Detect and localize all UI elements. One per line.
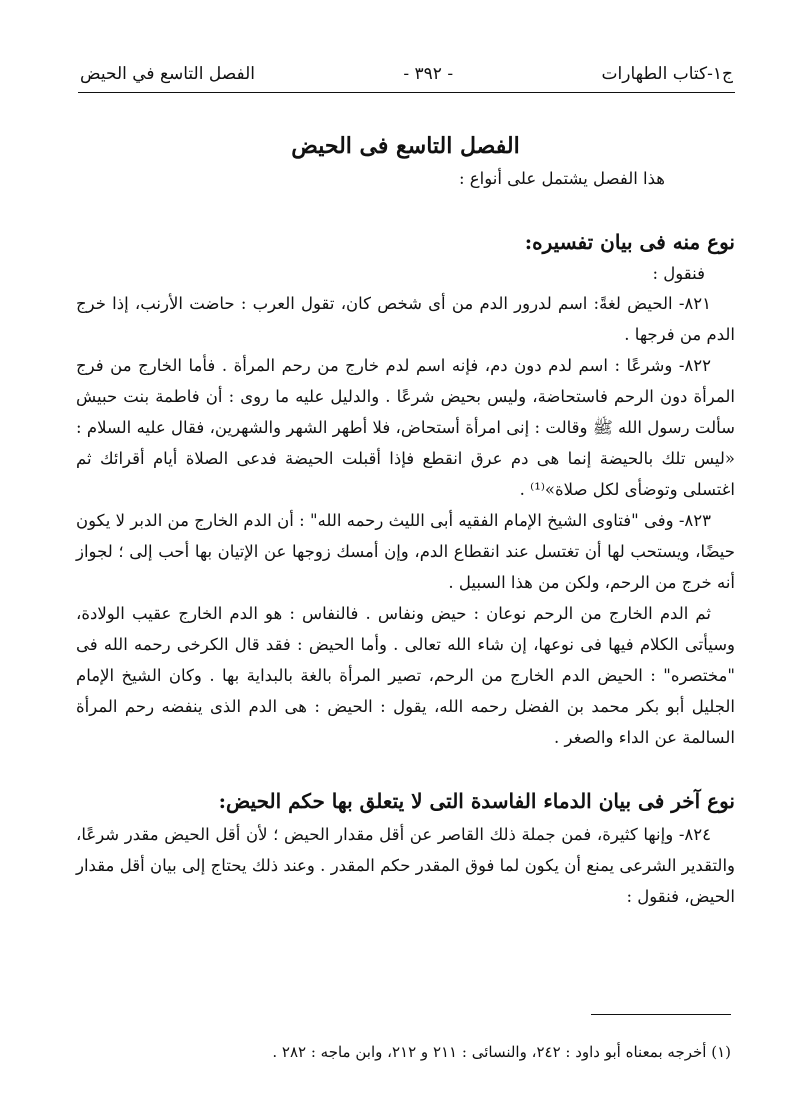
paragraph-822: ٨٢٢- وشرعًا : اسم لدم دون دم، فإنه اسم لدم خارج من رحم المرأة . فأما الخارج من فرج المرأة دون الرحم فاستحاضة، وليس بحيض شرعًا . والدليل عليه ما روى : أن فاطمة بنت حبيش سألت رسول الله ﷺ وقالت : إنى امرأة أستحاض، فلا أطهر الشهر والشهرين، فقال عليه السلام : «ليس تلك بالحيضة إنما هى دم عرق انقطع فإذا أقبلت الحيضة فدعى الصلاة أيام أقرائك ثم اغتسلى وتوضأى لكل صلاة»⁽¹⁾ .: [76, 356, 735, 499]
paragraph-blood-types: ثم الدم الخارج من الرحم نوعان : حيض ونفاس . فالنفاس : هو الدم الخارج عقيب الولادة، وسيأتى الكلام فيها فى نوعها، إن شاء الله تعالى . وأما الحيض : فقد قال الكرخى رحمه الله فى "مختصره" : الحيض الدم الخارج من الرحم، تصير المرأة بالغة بالبداية بها . وكان الشيخ الإمام الجليل أبو بكر محمد بن الفضل رحمه الله، يقول : الحيض : هى الدم الذى ينفضه رحم المرأة السالمة عن الداء والصغر .: [76, 604, 735, 747]
header-rule: [78, 92, 735, 93]
section-lead: فنقول :: [652, 264, 705, 283]
page-number: - ٣٩٢ -: [403, 64, 454, 84]
chapter-intro: هذا الفصل يشتمل على أنواع :: [458, 169, 665, 188]
header-volume-title: ج١-كتاب الطهارات: [601, 64, 733, 84]
footnote-rule: [591, 1014, 731, 1015]
paragraph-824: ٨٢٤- وإنها كثيرة، فمن جملة ذلك القاصر عن أقل مقدار الحيض ؛ لأن أقل الحيض مقدر شرعًا، والتقدير الشرعى يمنع أن يكون لما فوق المقدر حكم المقدر . وعند ذلك يحتاج إلى بيان أقل مقدار الحيض، فنقول :: [76, 825, 735, 906]
section-heading-invalid-blood: نوع آخر فى بيان الدماء الفاسدة التى لا يتعلق بها حكم الحيض:: [218, 789, 735, 813]
header-chapter-title: الفصل التاسع في الحيض: [80, 64, 255, 84]
page-body: [76, 128, 735, 912]
paragraph-823: ٨٢٣- وفى "فتاوى الشيخ الإمام الفقيه أبى الليث رحمه الله" : أن الدم الخارج من الدبر لا يكون حيضًا، ويستحب لها أن تغتسل عند انقطاع الدم، وإن أمسك زوجها عن الإتيان بها أحب إلى ؛ لجواز أنه خرج من الرحم، ولكن من هذا السبيل .: [76, 511, 735, 592]
chapter-title: الفصل التاسع فى الحيض: [291, 133, 520, 159]
footnote: (١) أخرجه بمعناه أبو داود : ٢٤٢، والنسائى : ٢١١ و ٢١٢، وابن ماجه : ٢٨٢ .: [272, 1043, 731, 1061]
running-header: [80, 60, 733, 88]
section-heading-definition: نوع منه فى بيان تفسيره:: [524, 230, 735, 254]
paragraph-821: ٨٢١- الحيض لغةً: اسم لدرور الدم من أى شخص كان، تقول العرب : حاضت الأرنب، إذا خرج الدم من فرجها .: [76, 294, 735, 344]
